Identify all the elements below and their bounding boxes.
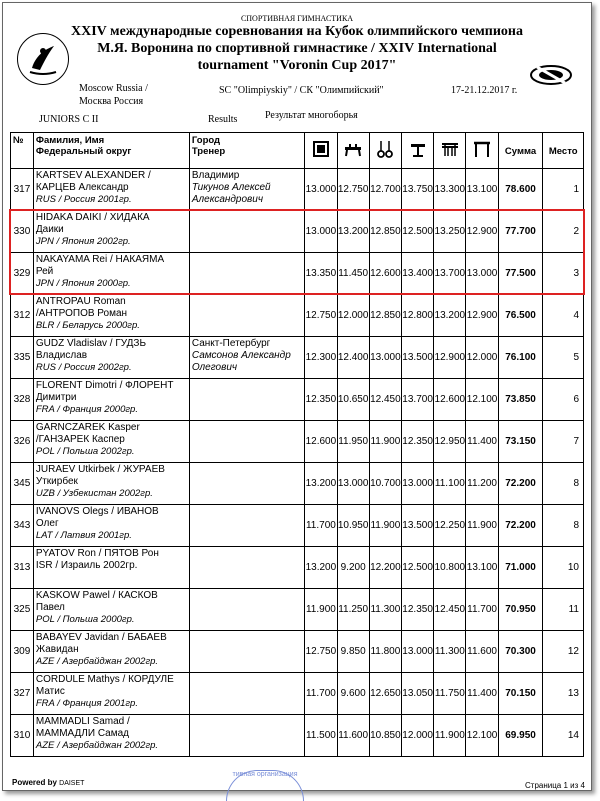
bib-number: 329 [11, 253, 34, 295]
total-score: 78.600 [498, 169, 543, 211]
city-en: Moscow Russia / [79, 83, 148, 94]
place: 5 [543, 337, 584, 379]
place: 8 [543, 463, 584, 505]
apparatus-score: 13.400 [401, 253, 433, 295]
apparatus-score: 11.900 [305, 589, 337, 631]
coach-name: Тикунов Алексей [191, 182, 271, 193]
coach-name-2: Александрович [191, 194, 264, 205]
apparatus-score: 12.700 [369, 169, 401, 211]
apparatus-score: 13.350 [305, 253, 337, 295]
apparatus-score: 13.000 [466, 253, 498, 295]
coach-cell [189, 169, 304, 211]
total-score: 69.950 [498, 715, 543, 757]
col-no: № [11, 133, 34, 169]
athlete-name-2: Матис [35, 686, 65, 697]
parallel-bars-icon [434, 133, 466, 169]
athlete-name: BABAYEV Javidan / БАБАЕВ [35, 632, 167, 643]
event-title-line3: tournament "Voronin Cup 2017" [197, 58, 397, 73]
apparatus-score: 12.750 [305, 295, 337, 337]
apparatus-score: 11.450 [337, 253, 369, 295]
athlete-cell [33, 463, 189, 505]
apparatus-score: 12.350 [401, 589, 433, 631]
bib-number: 313 [11, 547, 34, 589]
apparatus-score: 12.900 [434, 337, 466, 379]
apparatus-score: 13.700 [401, 379, 433, 421]
apparatus-score: 12.500 [401, 547, 433, 589]
apparatus-score: 12.800 [401, 295, 433, 337]
table-row [11, 589, 584, 631]
athlete-name-2: Димитри [35, 392, 77, 403]
athlete-name-2: Жавидан [35, 644, 79, 655]
bib-number: 326 [11, 421, 34, 463]
athlete-name: ANTROPAU Roman [35, 296, 126, 307]
apparatus-score: 13.700 [434, 253, 466, 295]
bib-number: 309 [11, 631, 34, 673]
total-score: 76.100 [498, 337, 543, 379]
total-score: 71.000 [498, 547, 543, 589]
bib-number: 310 [11, 715, 34, 757]
apparatus-score: 13.100 [466, 547, 498, 589]
table-row [11, 715, 584, 757]
apparatus-score: 12.450 [434, 589, 466, 631]
athlete-name-2: Даики [35, 224, 64, 235]
city: Владимир [191, 170, 240, 181]
place: 13 [543, 673, 584, 715]
apparatus-score: 10.850 [369, 715, 401, 757]
apparatus-score: 11.300 [434, 631, 466, 673]
total-score: 72.200 [498, 463, 543, 505]
total-score: 73.150 [498, 421, 543, 463]
total-score: 70.150 [498, 673, 543, 715]
place: 14 [543, 715, 584, 757]
athlete-name: PYATOV Ron / ПЯТОВ Рон [35, 548, 159, 559]
total-score: 72.200 [498, 505, 543, 547]
table-row [11, 379, 584, 421]
rings-icon [369, 133, 401, 169]
total-score: 73.850 [498, 379, 543, 421]
athlete-name-2: Владислав [35, 350, 88, 361]
apparatus-score: 13.500 [401, 337, 433, 379]
athlete-region: RUS / Россия 2001гр. [35, 194, 132, 205]
apparatus-score: 11.100 [434, 463, 466, 505]
apparatus-score: 11.950 [337, 421, 369, 463]
bib-number: 343 [11, 505, 34, 547]
athlete-cell [33, 169, 189, 211]
place: 1 [543, 169, 584, 211]
athlete-region: RUS / Россия 2002гр. [35, 362, 132, 373]
apparatus-score: 11.700 [305, 673, 337, 715]
athlete-name-2: КАРЦЕВ Александр [35, 182, 129, 193]
athlete-name: NAKAYAMA Rei / НАКАЯМА [35, 254, 165, 265]
athlete-cell [33, 421, 189, 463]
athlete-cell [33, 715, 189, 757]
apparatus-score: 12.850 [369, 211, 401, 253]
apparatus-score: 10.800 [434, 547, 466, 589]
apparatus-score: 11.300 [369, 589, 401, 631]
coach-cell [189, 211, 304, 253]
apparatus-score: 13.000 [305, 211, 337, 253]
table-row [11, 673, 584, 715]
apparatus-score: 13.500 [401, 505, 433, 547]
results-label: Results [208, 114, 238, 125]
athlete-name: JURAEV Utkirbek / ЖУРАЕВ [35, 464, 165, 475]
apparatus-score: 12.350 [401, 421, 433, 463]
apparatus-score: 13.050 [401, 673, 433, 715]
athlete-name: HIDAKA DAIKI / ХИДАКА [35, 212, 150, 223]
coach-cell [189, 337, 304, 379]
coach-cell [189, 631, 304, 673]
athlete-name-2: /ГАНЗАРЕК Каспер [35, 434, 125, 445]
apparatus-score: 12.250 [434, 505, 466, 547]
apparatus-score: 12.600 [369, 253, 401, 295]
athlete-name: MAMMADLI Samad / [35, 716, 130, 727]
athlete-region: AZE / Азербайджан 2002гр. [35, 740, 159, 751]
apparatus-score: 12.900 [466, 295, 498, 337]
place: 11 [543, 589, 584, 631]
horizontal-bar-icon [466, 133, 498, 169]
athlete-region: AZE / Азербайджан 2002гр. [35, 656, 159, 667]
athlete-cell [33, 631, 189, 673]
athlete-cell [33, 211, 189, 253]
footer-brand: DAISET [59, 780, 85, 787]
athlete-name-2: Павел [35, 602, 65, 613]
place: 2 [543, 211, 584, 253]
coach-cell [189, 421, 304, 463]
place: 12 [543, 631, 584, 673]
col-athlete: Фамилия, Имя Федеральный округ [33, 133, 189, 169]
coach-name-2: Олегович [191, 362, 238, 373]
athlete-name: IVANOVS Olegs / ИВАНОВ [35, 506, 159, 517]
page-indicator: Страница 1 из 4 [525, 781, 585, 790]
bib-number: 345 [11, 463, 34, 505]
apparatus-score: 12.000 [337, 295, 369, 337]
coach-cell [189, 589, 304, 631]
apparatus-score: 12.850 [369, 295, 401, 337]
bib-number: 327 [11, 673, 34, 715]
athlete-cell [33, 505, 189, 547]
athlete-name: GUDZ Vladislav / ГУДЗЬ [35, 338, 147, 349]
apparatus-score: 11.800 [369, 631, 401, 673]
table-row [11, 295, 584, 337]
bib-number: 325 [11, 589, 34, 631]
bib-number: 330 [11, 211, 34, 253]
apparatus-score: 12.900 [466, 211, 498, 253]
footer-powered: Powered by DAISET [12, 778, 85, 787]
apparatus-score: 12.650 [369, 673, 401, 715]
apparatus-score: 11.600 [466, 631, 498, 673]
table-row [11, 547, 584, 589]
table-row [11, 337, 584, 379]
apparatus-score: 10.950 [337, 505, 369, 547]
apparatus-score: 11.600 [337, 715, 369, 757]
total-score: 70.950 [498, 589, 543, 631]
athlete-name-2: Рей [35, 266, 54, 277]
apparatus-score: 13.100 [466, 169, 498, 211]
athlete-name-2: Олег [35, 518, 59, 529]
apparatus-score: 13.750 [401, 169, 433, 211]
col-place: Место [543, 133, 584, 169]
coach-cell [189, 547, 304, 589]
apparatus-score: 13.000 [401, 631, 433, 673]
apparatus-score: 13.000 [369, 337, 401, 379]
apparatus-score: 11.200 [466, 463, 498, 505]
athlete-name: GARNCZAREK Kasper [35, 422, 140, 433]
apparatus-score: 13.250 [434, 211, 466, 253]
coach-cell [189, 715, 304, 757]
coach-cell [189, 463, 304, 505]
total-score: 77.700 [498, 211, 543, 253]
athlete-name-2: Уткирбек [35, 476, 78, 487]
athlete-region: JPN / Япония 2000гр. [35, 278, 131, 289]
coach-cell [189, 673, 304, 715]
table-row [11, 505, 584, 547]
apparatus-score: 12.950 [434, 421, 466, 463]
apparatus-score: 13.200 [305, 547, 337, 589]
bib-number: 335 [11, 337, 34, 379]
place: 3 [543, 253, 584, 295]
apparatus-score: 11.700 [466, 589, 498, 631]
athlete-name: KASKOW Pawel / КАСКОВ [35, 590, 158, 601]
apparatus-score: 13.000 [305, 169, 337, 211]
athlete-region: POL / Польша 2000гр. [35, 614, 135, 625]
athlete-cell [33, 379, 189, 421]
apparatus-score: 12.200 [369, 547, 401, 589]
apparatus-score: 12.600 [434, 379, 466, 421]
athlete-region: FRA / Франция 2000гр. [35, 404, 138, 415]
table-row [11, 211, 584, 253]
results-table [10, 132, 584, 757]
table-row [11, 169, 584, 211]
athlete-cell [33, 253, 189, 295]
venue: SC "Olimpiyskiy" / СК "Олимпийский" [219, 85, 384, 96]
apparatus-score: 11.500 [305, 715, 337, 757]
place: 8 [543, 505, 584, 547]
bib-number: 312 [11, 295, 34, 337]
table-header-row [11, 133, 584, 169]
apparatus-score: 12.000 [466, 337, 498, 379]
apparatus-score: 10.700 [369, 463, 401, 505]
athlete-cell [33, 547, 189, 589]
apparatus-score: 12.100 [466, 715, 498, 757]
place: 6 [543, 379, 584, 421]
apparatus-score: 12.400 [337, 337, 369, 379]
apparatus-score: 13.200 [434, 295, 466, 337]
table-row [11, 421, 584, 463]
apparatus-score: 12.450 [369, 379, 401, 421]
total-score: 70.300 [498, 631, 543, 673]
table-row [11, 631, 584, 673]
athlete-name-2: /АНТРОПОВ Роман [35, 308, 128, 319]
coach-cell [189, 379, 304, 421]
apparatus-score: 9.600 [337, 673, 369, 715]
apparatus-score: 12.100 [466, 379, 498, 421]
place: 7 [543, 421, 584, 463]
city-ru: Москва Россия [79, 96, 144, 107]
apparatus-score: 11.900 [466, 505, 498, 547]
athlete-name: CORDULE Mathys / КОРДУЛЕ [35, 674, 174, 685]
apparatus-score: 12.750 [337, 169, 369, 211]
athlete-region: JPN / Япония 2002гр. [35, 236, 131, 247]
category: JUNIORS C II [39, 114, 99, 125]
athlete-region: LAT / Латвия 2001гр. [35, 530, 132, 541]
apparatus-score: 13.000 [337, 463, 369, 505]
apparatus-score: 12.750 [305, 631, 337, 673]
athlete-cell [33, 673, 189, 715]
apparatus-score: 13.200 [305, 463, 337, 505]
sport-title: СПОРТИВНАЯ ГИМНАСТИКА [240, 14, 354, 23]
apparatus-score: 12.500 [401, 211, 433, 253]
apparatus-score: 11.900 [369, 421, 401, 463]
athlete-region: BLR / Беларусь 2000гр. [35, 320, 140, 331]
apparatus-score: 12.350 [305, 379, 337, 421]
pommel-horse-icon [337, 133, 369, 169]
col-city-coach: Город Тренер [189, 133, 304, 169]
athlete-name-2: ISR / Израиль 2002гр. [35, 560, 138, 571]
table-row [11, 463, 584, 505]
athlete-region: FRA / Франция 2001гр. [35, 698, 138, 709]
place: 10 [543, 547, 584, 589]
athlete-region: UZB / Узбекистан 2002гр. [35, 488, 153, 499]
apparatus-score: 13.300 [434, 169, 466, 211]
apparatus-score: 11.750 [434, 673, 466, 715]
event-title-line1: XXIV международные соревнования на Кубок олимпийского чемпиона [71, 24, 523, 39]
coach-name: Самсонов Александр [191, 350, 291, 361]
apparatus-score: 11.250 [337, 589, 369, 631]
apparatus-score: 13.000 [401, 463, 433, 505]
apparatus-score: 11.400 [466, 421, 498, 463]
apparatus-score: 11.900 [434, 715, 466, 757]
apparatus-score: 11.700 [305, 505, 337, 547]
apparatus-score: 11.900 [369, 505, 401, 547]
athlete-name: FLORENT Dimotri / ФЛОРЕНТ [35, 380, 174, 391]
apparatus-score: 9.850 [337, 631, 369, 673]
vault-icon [401, 133, 433, 169]
place: 4 [543, 295, 584, 337]
apparatus-score: 12.600 [305, 421, 337, 463]
floor-icon [305, 133, 337, 169]
total-score: 77.500 [498, 253, 543, 295]
event-title-line2: М.Я. Воронина по спортивной гимнастике / XXIV International [97, 41, 497, 56]
athlete-name-2: МАММАДЛИ Самад [35, 728, 130, 739]
coach-cell [189, 253, 304, 295]
bib-number: 317 [11, 169, 34, 211]
apparatus-score: 12.000 [401, 715, 433, 757]
results-label-ru: Результат многоборья [265, 110, 358, 121]
col-total: Сумма [498, 133, 543, 169]
athlete-cell [33, 589, 189, 631]
apparatus-score: 10.650 [337, 379, 369, 421]
apparatus-score: 9.200 [337, 547, 369, 589]
total-score: 76.500 [498, 295, 543, 337]
table-row [11, 253, 584, 295]
athlete-cell [33, 295, 189, 337]
bib-number: 328 [11, 379, 34, 421]
stamp: тивная организация [226, 770, 304, 801]
coach-cell [189, 295, 304, 337]
coach-cell [189, 505, 304, 547]
event-dates: 17-21.12.2017 г. [451, 85, 518, 96]
athlete-cell [33, 337, 189, 379]
athlete-name: KARTSEV ALEXANDER / [35, 170, 151, 181]
city: Санкт-Петербург [191, 338, 271, 349]
apparatus-score: 12.300 [305, 337, 337, 379]
apparatus-score: 11.400 [466, 673, 498, 715]
athlete-region: POL / Польша 2002гр. [35, 446, 135, 457]
apparatus-score: 13.200 [337, 211, 369, 253]
